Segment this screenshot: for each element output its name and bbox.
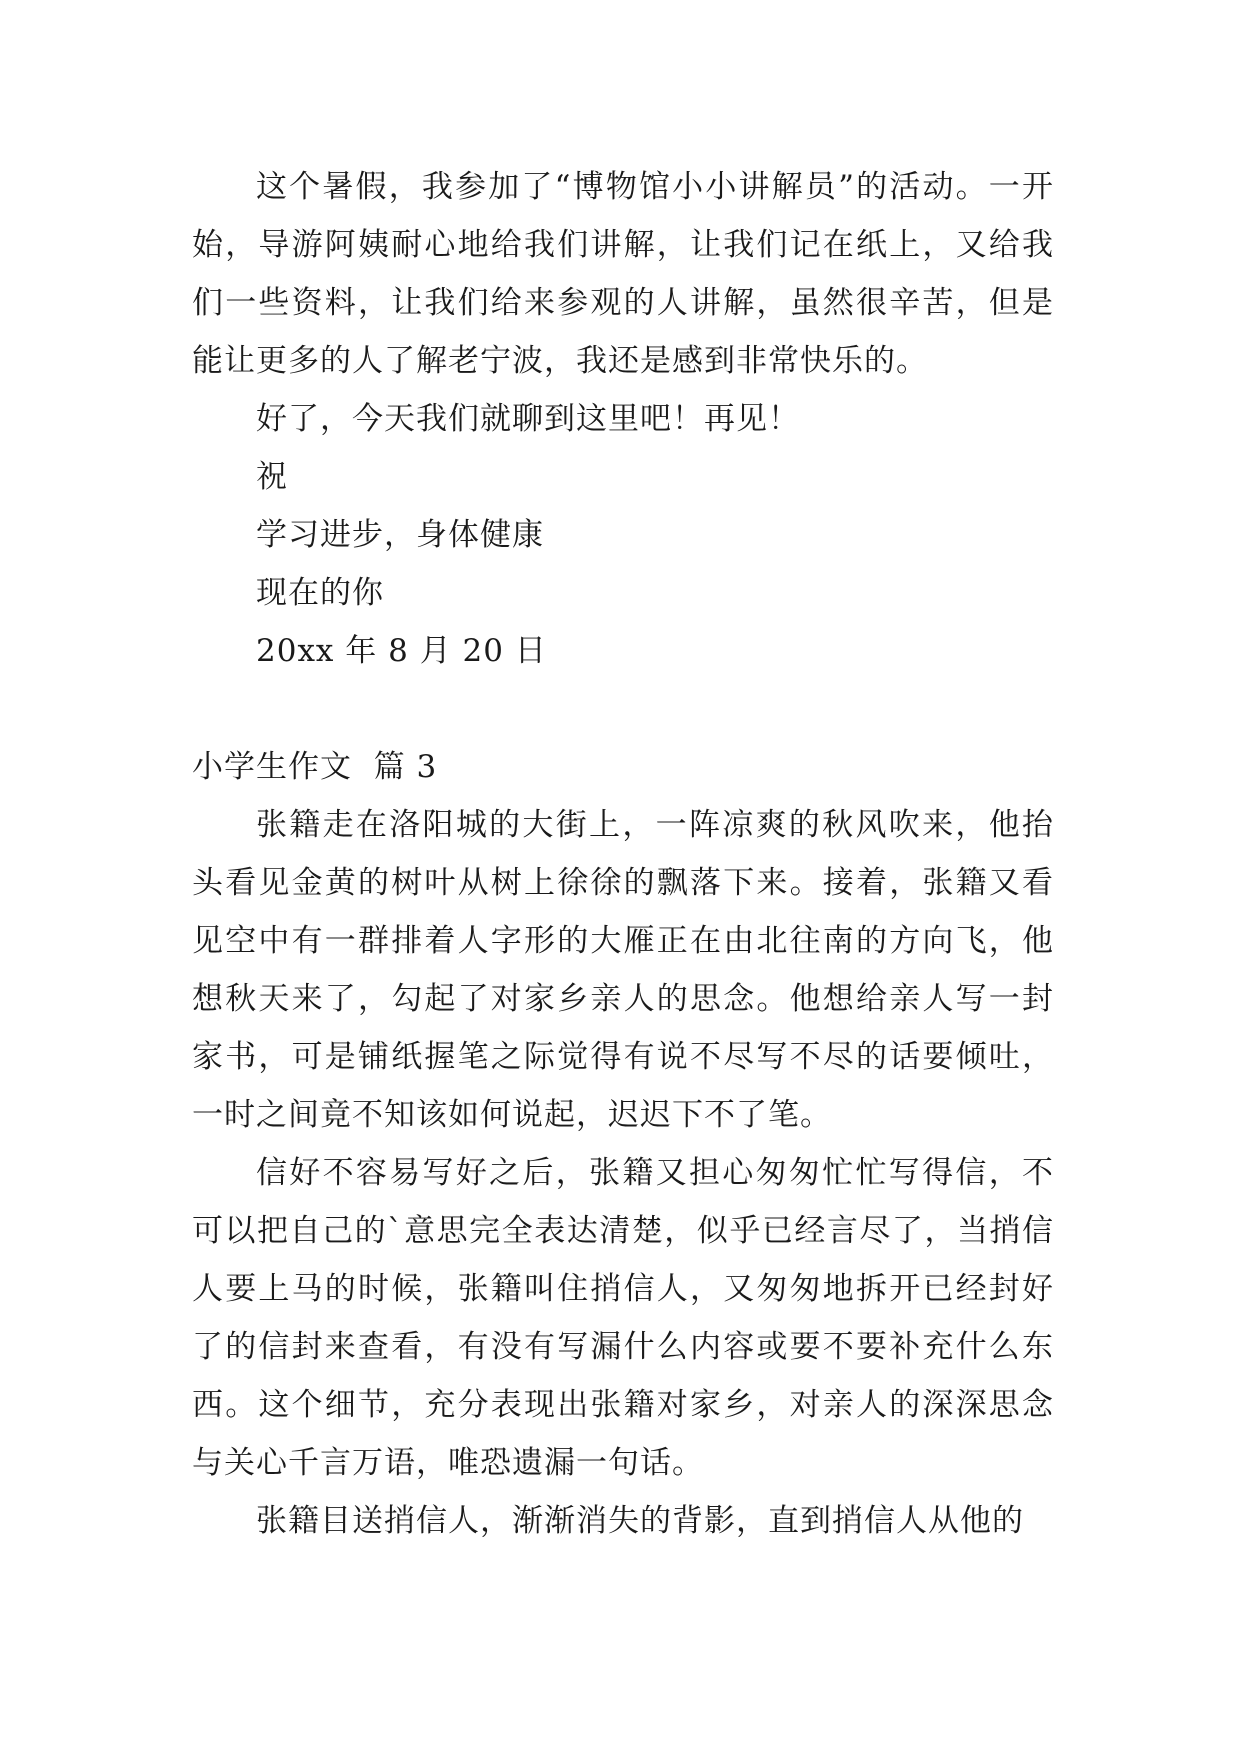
letter-closing-wish: 学习进步，身体健康 bbox=[256, 517, 544, 553]
paragraph: 张籍走在洛阳城的大街上，一阵凉爽的秋风吹来，他抬头看见金黄的树叶从树上徐徐的飘落下来。接着，张籍又看见空中有一群排着人字形的大雁正在由北往南的方向飞，他想秋天来了，勾起了对家乡亲人的思念。他想给亲人写一封家书，可是铺纸握笔之际觉得有说不尽写不尽的话要倾吐，一时之间竟不知该如何说起，迟迟下不了笔。 bbox=[192, 807, 1054, 1133]
section-gap bbox=[192, 680, 1054, 738]
document-body bbox=[192, 158, 1054, 1550]
paragraph: 信好不容易写好之后，张籍又担心匆匆忙忙写得信，不可以把自己的`意思完全表达清楚，似乎已经言尽了，当捎信人要上马的时候，张籍叫住捎信人，又匆匆地拆开已经封好了的信封来查看，有没有写漏什么内容或要不要补充什么东西。这个细节，充分表现出张籍对家乡，对亲人的深深思念与关心千言万语，唯恐遗漏一句话。 bbox=[192, 1155, 1054, 1481]
paragraph: 好了，今天我们就聊到这里吧！再见！ bbox=[256, 401, 800, 437]
paragraph: 这个暑假，我参加了“博物馆小小讲解员”的活动。一开始，导游阿姨耐心地给我们讲解，让我们记在纸上，又给我们一些资料，让我们给来参观的人讲解，虽然很辛苦，但是能让更多的人了解老宁波，我还是感到非常快乐的。 bbox=[192, 169, 1054, 379]
letter-date: 20xx 年 8 月 20 日 bbox=[256, 633, 547, 669]
letter-closing: 祝 bbox=[256, 459, 288, 495]
paragraph: 张籍目送捎信人，渐渐消失的背影，直到捎信人从他的 bbox=[256, 1503, 1024, 1539]
letter-signature: 现在的你 bbox=[256, 575, 384, 611]
section-heading: 小学生作文 篇 3 bbox=[192, 749, 438, 785]
